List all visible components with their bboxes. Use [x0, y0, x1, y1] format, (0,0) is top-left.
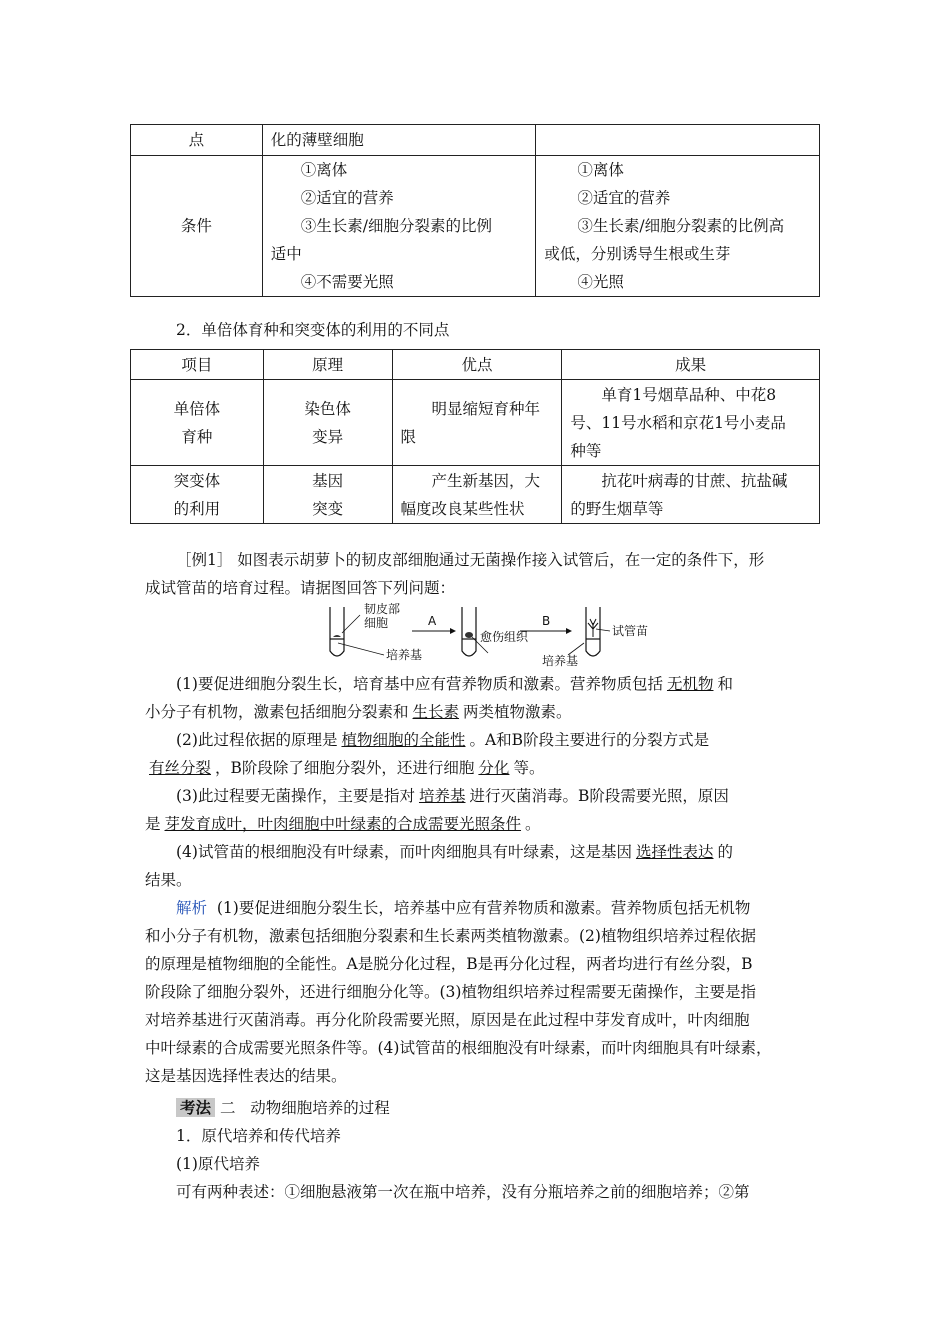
- analysis-line: 对培养基进行灭菌消毒。再分化阶段需要光照，原因是在此过程中芽发育成叶，叶肉细胞: [145, 1011, 750, 1029]
- cell-line: 抗花叶病毒的甘蔗、抗盐碱: [601, 471, 788, 490]
- question-text: 是: [145, 815, 161, 833]
- table2-header: 原理: [263, 350, 392, 380]
- cell-line: 产生新基因，大: [431, 471, 541, 490]
- answer-blank: 培养基: [418, 787, 466, 805]
- table2-header: 优点: [392, 350, 562, 380]
- cell-line: 幅度改良某些性状: [400, 499, 525, 518]
- condition-item: ③生长素/细胞分裂素的比例: [300, 217, 493, 235]
- cell-line: 基因: [312, 471, 344, 490]
- analysis-text: (1)要促进细胞分裂生长，培养基中应有营养物质和激素。营养物质包括无机物: [216, 899, 751, 917]
- question-4: [145, 838, 813, 866]
- question-text: (1)要促进细胞分裂生长，培育基中应有营养物质和激素。营养物质包括: [176, 675, 663, 693]
- cell-line: 种等: [570, 441, 602, 460]
- cell-line: 变异: [312, 427, 344, 446]
- label-cell: 细胞: [364, 616, 389, 630]
- section-title: 动物细胞培养的过程: [250, 1099, 390, 1117]
- table-row: [131, 466, 820, 524]
- question-text: 两类植物激素。: [463, 703, 572, 721]
- label-medium-2: 培养基: [542, 654, 579, 667]
- table1-row1-label: 点: [131, 125, 263, 156]
- section-tag: 考法: [176, 1098, 215, 1117]
- section-heading: [176, 1094, 844, 1122]
- comparison-table-1: [130, 124, 820, 297]
- cell-line: 的利用: [173, 499, 221, 518]
- answer-blank: 有丝分裂: [149, 759, 212, 777]
- cell-line: 单育1号烟草品种、中花8: [601, 385, 777, 404]
- question-text: 和: [717, 675, 733, 693]
- answer-blank: 植物细胞的全能性: [341, 731, 466, 749]
- condition-item: ②适宜的营养: [300, 189, 394, 207]
- comparison-table-2: [130, 349, 820, 524]
- subheading-1: 1．原代培养和传代培养: [176, 1127, 341, 1145]
- tissue-culture-diagram: [320, 603, 660, 667]
- answer-blank: 无机物: [666, 675, 714, 693]
- cell-line: 突变: [312, 499, 344, 518]
- analysis-line: 中叶绿素的合成需要光照条件等。(4)试管苗的根细胞没有叶绿素，而叶肉细胞具有叶绿素，: [145, 1039, 772, 1057]
- question-text: ，B阶段除了细胞分裂外，还进行细胞: [215, 759, 475, 777]
- analysis-line: 这是基因选择性表达的结果。: [145, 1067, 347, 1085]
- condition-item: 适中: [270, 245, 302, 263]
- cell-line: 突变体: [173, 471, 221, 490]
- answer-blank: 芽发育成叶，叶肉细胞中叶绿素的合成需要光照条件: [164, 815, 522, 833]
- label-callus: 愈伤组织: [480, 630, 529, 644]
- phloem-cell-sample: [333, 635, 341, 637]
- condition-item: ③生长素/细胞分裂素的比例高: [577, 217, 785, 235]
- table1-row1-col2: [536, 125, 820, 156]
- question-1: [145, 670, 813, 698]
- answer-blank: 选择性表达: [635, 843, 714, 861]
- analysis-line: 的原理是植物细胞的全能性。A是脱分化过程，B是再分化过程，两者均进行有丝分裂，B: [145, 955, 753, 973]
- answer-blank: 分化: [478, 759, 510, 777]
- condition-item: ④不需要光照: [300, 273, 394, 291]
- table1-row1-col1: 化的薄壁细胞: [262, 125, 536, 156]
- analysis-line: 阶段除了细胞分裂外，还进行细胞分化等。(3)植物组织培养过程需要无菌操作，主要是指: [145, 983, 756, 1001]
- answer-blank: 生长素: [412, 703, 460, 721]
- question-1-cont: [145, 698, 813, 726]
- question-text: 。: [525, 815, 541, 833]
- seedling-plant: [588, 619, 598, 637]
- question-text: 的: [717, 843, 733, 861]
- section-number: 二: [219, 1099, 236, 1117]
- analysis-line: 和小分子有机物，激素包括细胞分裂素和生长素两类植物激素。(2)植物组织培养过程依据: [145, 927, 756, 945]
- label-cell: 韧皮部: [364, 603, 401, 616]
- question-text: 小分子有机物，激素包括细胞分裂素和: [145, 703, 409, 721]
- cell-line: 育种: [181, 427, 213, 446]
- cell-line: 的野生烟草等: [570, 499, 664, 518]
- cell-line: 单倍体: [173, 399, 221, 418]
- condition-item: ①离体: [300, 161, 348, 179]
- question-3: [145, 782, 813, 810]
- table-row: [131, 380, 820, 466]
- condition-item: ②适宜的营养: [577, 189, 671, 207]
- subheading-2: (1)原代培养: [176, 1155, 260, 1173]
- condition-item: ①离体: [577, 161, 624, 179]
- label-seedling: 试管苗: [612, 624, 649, 638]
- question-text: 等。: [513, 759, 545, 777]
- table2-title: 2．单倍体育种和突变体的利用的不同点: [176, 321, 450, 339]
- example-intro-line1: ［例1］ 如图表示胡萝卜的韧皮部细胞通过无菌操作接入试管后，在一定的条件下，形: [176, 551, 765, 569]
- condition-item: ④光照: [577, 273, 624, 291]
- test-tube-2: [462, 607, 476, 656]
- question-2: [145, 726, 813, 754]
- analysis-line: [145, 894, 813, 922]
- question-text: 。A和B阶段主要进行的分裂方式是: [469, 731, 710, 749]
- analysis-label: 解析: [176, 899, 208, 917]
- question-text: (4)试管苗的根细胞没有叶绿素，而叶肉细胞具有叶绿素，这是基因: [176, 843, 632, 861]
- question-2-cont: [145, 754, 813, 782]
- table2-header: 成果: [562, 350, 820, 380]
- label-a: A: [428, 614, 437, 628]
- test-tube-1: [330, 607, 344, 656]
- paragraph-line: 可有两种表述：①细胞悬液第一次在瓶中培养，没有分瓶培养之前的细胞培养；②第: [176, 1183, 750, 1201]
- label-medium-1: 培养基: [386, 648, 423, 662]
- question-4-cont: 结果。: [145, 871, 192, 889]
- table2-header: 项目: [131, 350, 264, 380]
- callus-mass: [465, 632, 473, 638]
- question-text: 进行灭菌消毒。B阶段需要光照，原因: [469, 787, 729, 805]
- question-3-cont: [145, 810, 813, 838]
- cell-line: 明显缩短育种年: [431, 399, 541, 418]
- question-text: (2)此过程依据的原理是: [176, 731, 338, 749]
- label-b: B: [542, 614, 551, 628]
- condition-item: 或低，分别诱导生根或生芽: [544, 245, 731, 263]
- example-intro-line2: 成试管苗的培育过程。请据图回答下列问题：: [145, 579, 456, 597]
- cell-line: 限: [400, 427, 417, 446]
- table1-condition-label: 条件: [131, 156, 263, 297]
- question-text: (3)此过程要无菌操作，主要是指对: [176, 787, 415, 805]
- cell-line: 号、11号水稻和京花1号小麦品: [570, 413, 786, 432]
- cell-line: 染色体: [304, 399, 351, 418]
